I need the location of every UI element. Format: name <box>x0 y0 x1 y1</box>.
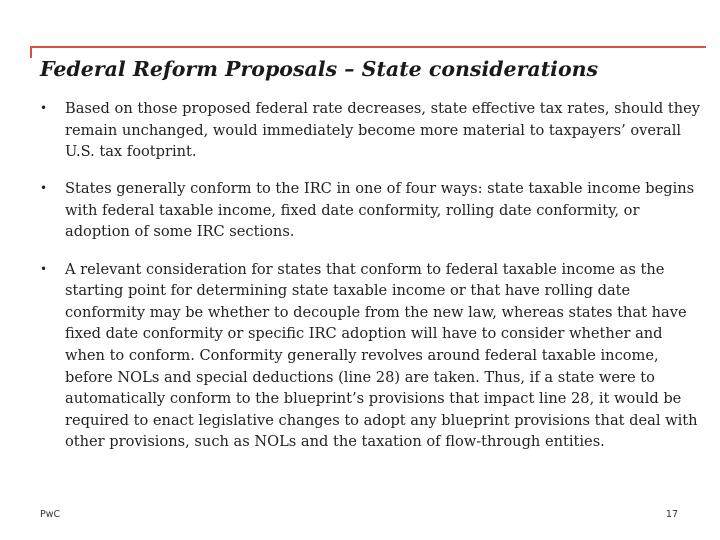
bullet-list <box>40 98 700 468</box>
bullet-text: A relevant consideration for states that conform to federal taxable income as the starting point for determining state taxable income or that have rolling date conformity may be whether to decouple from the new law, whereas states that have fixed date conformity or specific IRC adoption will have to consider whether and when to conform. Conformity generally revolves around federal taxable income, before NOLs and special deductions (line 28) are taken. Thus, if a state were to automatically conform to the blueprint’s provisions that impact line 28, it would be required to enact legislative changes to adopt any blueprint provisions that deal with other provisions, such as NOLs and the taxation of flow-through entities. <box>65 260 698 451</box>
bullet-marker: • <box>40 181 48 196</box>
title-accent-line <box>30 46 706 48</box>
bullet-item <box>40 98 700 163</box>
bullet-marker: • <box>40 261 48 276</box>
page-number: 17 <box>665 509 678 520</box>
bullet-text: States generally conform to the IRC in one of four ways: state taxable income begins with federal taxable income, fixed date conformity, rolling date conformity, or adoption of some IRC sections. <box>65 180 695 241</box>
title-accent-tick <box>30 46 32 58</box>
bullet-item <box>40 178 700 243</box>
slide-title: Federal Reform Proposals – State considerations <box>40 57 599 81</box>
footer-brand: PwC <box>40 509 61 520</box>
bullet-item <box>40 259 700 453</box>
bullet-marker: • <box>40 101 48 115</box>
bullet-text: Based on those proposed federal rate decreases, state effective tax rates, should they remain unchanged, would immediately become more material to taxpayers’ overall U.S. tax footprint. <box>65 100 700 161</box>
